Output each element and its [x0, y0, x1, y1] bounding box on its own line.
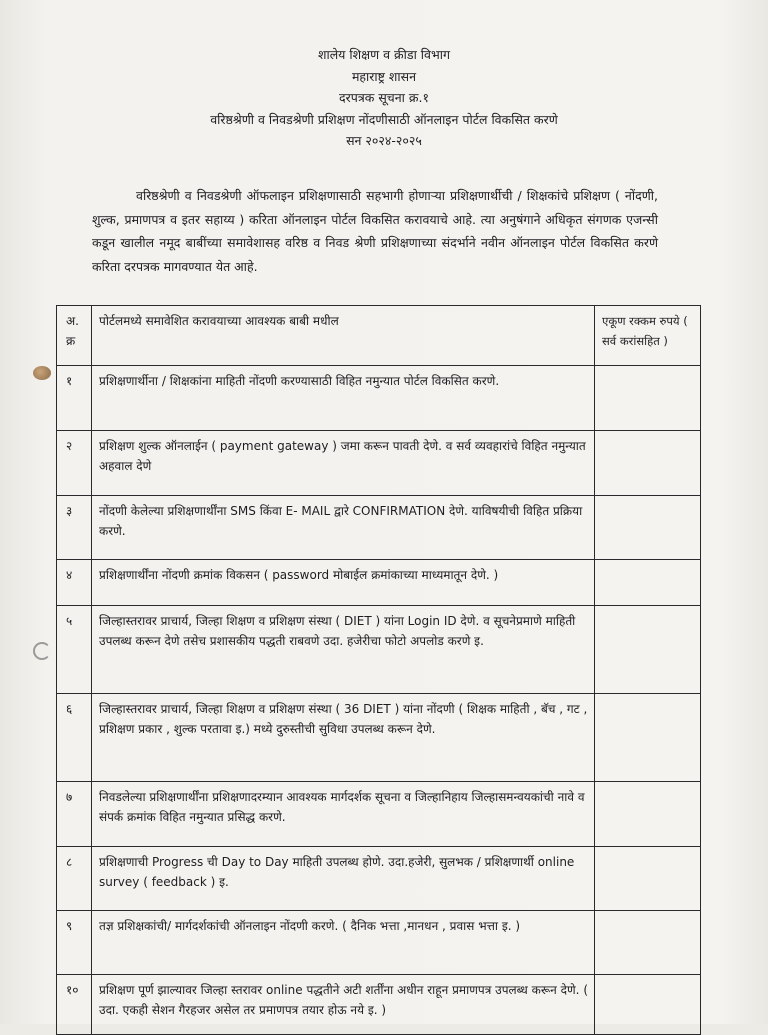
row-amount-cell: [595, 911, 701, 975]
row-amount-cell: [595, 560, 701, 606]
government-title: महाराष्ट्र शासन: [351, 68, 417, 84]
row-number: ९: [57, 911, 92, 975]
row-number: १: [57, 366, 92, 431]
document-header: [0, 44, 768, 152]
punch-hole-mark: [33, 366, 51, 380]
table-row: [57, 431, 701, 496]
table-row: [57, 366, 701, 431]
row-amount-cell: [595, 496, 701, 560]
row-amount-cell: [595, 847, 701, 911]
table-row: [57, 847, 701, 911]
row-amount-cell: [595, 366, 701, 431]
table-row: [57, 694, 701, 782]
header-total: एकूण रक्कम रुपये ( सर्व करांसहित ): [595, 306, 701, 366]
row-description: जिल्हास्तरावर प्राचार्य, जिल्हा शिक्षण व प्रशिक्षण संस्था ( 36 DIET ) यांना नोंदणी ( शिक्षक माहिती , बॅच , गट , प्रशिक्षण प्रकार , शुल्क परतावा इ.) मध्ये दुरुस्तीची सुविधा उपलब्ध करून देणे.: [92, 694, 595, 782]
intro-text: वरिष्ठश्रेणी व निवडश्रेणी ऑफलाइन प्रशिक्षणासाठी सहभागी होणाऱ्या प्रशिक्षणार्थीची / शिक्षकांचे प्रशिक्षण ( नोंदणी, शुल्क, प्रमाणपत्र व इतर सहाय्य ) करिता ऑनलाइन पोर्टल विकसित करावयाचे आहे. त्या अनुषंगाने अधिकृत संगणक एजन्सी कडून खालील नमूद बाबींच्या समावेशासह वरिष्ठ व निवड श्रेणी प्रशिक्षणाच्या संदर्भाने नवीन ऑनलाइन पोर्टल विकसित करणे करिता दरपत्रक मागवण्यात येत आहे.: [92, 188, 658, 274]
row-number: १०: [57, 975, 92, 1035]
row-description: प्रशिक्षण पूर्ण झाल्यावर जिल्हा स्तरावर online पद्धतीने अटी शर्तींना अधीन राहून प्रमाणपत्र उपलब्ध करून देणे. ( उदा. एकही सेशन गैरहजर असेल तर प्रमाणपत्र तयार होऊ नये इ. ): [92, 975, 595, 1035]
row-amount-cell: [595, 782, 701, 847]
header-item: पोर्टलमध्ये समावेशित करावयाच्या आवश्यक बाबी मधील: [92, 306, 595, 366]
punch-hole-ring: [33, 642, 51, 660]
table-row: [57, 911, 701, 975]
notice-subject: वरिष्ठश्रेणी व निवडश्रेणी प्रशिक्षण नोंदणीसाठी ऑनलाइन पोर्टल विकसित करणे: [210, 111, 558, 127]
row-description: जिल्हास्तरावर प्राचार्य, जिल्हा शिक्षण व प्रशिक्षण संस्था ( DIET ) यांना Login ID देणे. व सूचनेप्रमाणे माहिती उपलब्ध करून देणे तसेच प्रशासकीय पद्धती राबवणे उदा. हजेरीचा फोटो अपलोड करणे इ.: [92, 606, 595, 694]
row-description: प्रशिक्षणार्थीना / शिक्षकांना माहिती नोंदणी करण्यासाठी विहित नमुन्यात पोर्टल विकसित करणे.: [92, 366, 595, 431]
row-amount-cell: [595, 606, 701, 694]
row-description: नोंदणी केलेल्या प्रशिक्षणार्थींना SMS किंवा E- MAIL द्वारे CONFIRMATION देणे. याविषयीची विहित प्रक्रिया करणे.: [92, 496, 595, 560]
department-title: शालेय शिक्षण व क्रीडा विभाग: [317, 47, 451, 62]
table-row: [57, 975, 701, 1035]
row-amount-cell: [595, 975, 701, 1035]
notice-year: सन २०२४-२०२५: [346, 133, 422, 148]
row-number: ५: [57, 606, 92, 694]
table-row: [57, 606, 701, 694]
row-description: प्रशिक्षणाची Progress ची Day to Day माहिती उपलब्ध होणे. उदा.हजेरी, सुलभक / प्रशिक्षणार्थी online survey ( feedback ) इ.: [92, 847, 595, 911]
intro-paragraph: [92, 184, 658, 278]
table-row: [57, 496, 701, 560]
header-sr: अ. क्र: [57, 306, 92, 366]
row-number: २: [57, 431, 92, 496]
row-description: प्रशिक्षण शुल्क ऑनलाईन ( payment gateway ) जमा करून पावती देणे. व सर्व व्यवहारांचे विहित नमुन्यात अहवाल देणे: [92, 431, 595, 496]
row-amount-cell: [595, 694, 701, 782]
row-number: ८: [57, 847, 92, 911]
table-row: [57, 782, 701, 847]
row-description: प्रशिक्षणार्थींना नोंदणी क्रमांक विकसन ( password मोबाईल क्रमांकाच्या माध्यमातून देणे. ): [92, 560, 595, 606]
row-number: ३: [57, 496, 92, 560]
row-description: तज्ञ प्रशिक्षकांची/ मार्गदर्शकांची ऑनलाइन नोंदणी करणे. ( दैनिक भत्ता ,मानधन , प्रवास भत्ता इ. ): [92, 911, 595, 975]
row-description: निवडलेल्या प्रशिक्षणार्थींना प्रशिक्षणादरम्यान आवश्यक मार्गदर्शक सूचना व जिल्हानिहाय जिल्हासमन्वयकांची नावे व संपर्क क्रमांक विहित नमुन्यात प्रसिद्ध करणे.: [92, 782, 595, 847]
row-number: ७: [57, 782, 92, 847]
table-header-row: [57, 306, 701, 366]
row-number: ६: [57, 694, 92, 782]
row-amount-cell: [595, 431, 701, 496]
row-number: ४: [57, 560, 92, 606]
notice-number: दरपत्रक सूचना क्र.१: [339, 90, 429, 105]
table-row: [57, 560, 701, 606]
requirements-table: [56, 305, 701, 1035]
